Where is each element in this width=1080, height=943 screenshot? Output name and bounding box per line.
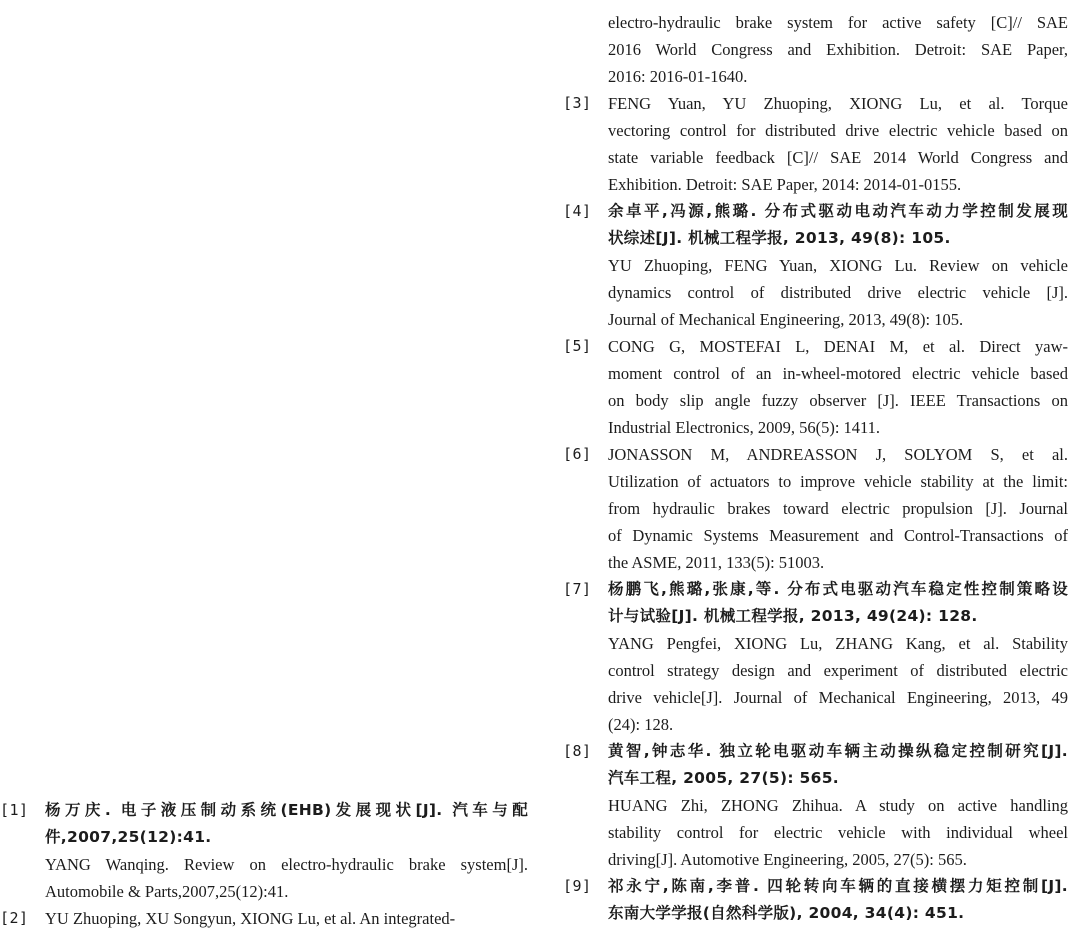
reference-number: [6]: [563, 445, 592, 463]
reference-item: [563, 576, 1068, 738]
reference-text-line: 计与试验[J]. 机械工程学报, 2013, 49(24): 128.: [608, 607, 978, 625]
reference-text-line: from hydraulic brakes toward electric propulsion [J]. Journal: [608, 499, 1068, 518]
reference-2-continuation: [563, 9, 1068, 90]
reference-text-line: the ASME, 2011, 133(5): 51003.: [608, 553, 825, 572]
reference-text-line: stability control for electric vehicle with individual wheel: [608, 823, 1068, 842]
reference-text-line: HUANG Zhi, ZHONG Zhihua. A study on active handling: [608, 796, 1068, 815]
reference-item: [0, 797, 528, 905]
reference-list-right-column: [563, 9, 1068, 927]
reference-text-line: state variable feedback [C]// SAE 2014 World Congress and: [608, 148, 1068, 167]
reference-text-line: driving[J]. Automotive Engineering, 2005, 27(5): 565.: [608, 850, 967, 869]
reference-text-line: 汽车工程, 2005, 27(5): 565.: [608, 769, 839, 787]
reference-text-line: Automobile & Parts,2007,25(12):41.: [45, 882, 289, 901]
reference-number: [7]: [563, 580, 592, 598]
reference-item: [563, 873, 1068, 927]
reference-text-line: Journal of Mechanical Engineering, 2013, 49(8): 105.: [608, 310, 964, 329]
reference-number: [8]: [563, 742, 592, 760]
reference-text-line: 东南大学学报(自然科学版), 2004, 34(4): 451.: [608, 904, 965, 922]
reference-text-line: Utilization of actuators to improve vehicle stability at the limit:: [608, 472, 1068, 491]
reference-text-line: FENG Yuan, YU Zhuoping, XIONG Lu, et al. Torque: [608, 94, 1068, 113]
reference-number: [2]: [0, 909, 29, 927]
reference-text-line: Industrial Electronics, 2009, 56(5): 1411.: [608, 418, 881, 437]
reference-number: [5]: [563, 337, 592, 355]
reference-item: [563, 198, 1068, 333]
reference-list-left-column: [0, 797, 528, 932]
reference-text-line: dynamics control of distributed drive electric vehicle [J].: [608, 283, 1068, 302]
reference-text-line: CONG G, MOSTEFAI L, DENAI M, et al. Direct yaw-: [608, 337, 1068, 356]
reference-text-line: Exhibition. Detroit: SAE Paper, 2014: 2014-01-0155.: [608, 175, 962, 194]
reference-number: [1]: [0, 801, 29, 819]
reference-text-line: YANG Wanqing. Review on electro-hydraulic brake system[J].: [45, 855, 528, 874]
reference-text-line: 祁永宁,陈南,李普. 四轮转向车辆的直接横摆力矩控制[J].: [608, 877, 1068, 895]
reference-text-line: electro-hydraulic brake system for active safety [C]// SAE: [608, 13, 1068, 32]
reference-text-line: drive vehicle[J]. Journal of Mechanical Engineering, 2013, 49: [608, 688, 1068, 707]
reference-text-line: 杨鹏飞,熊璐,张康,等. 分布式电驱动汽车稳定性控制策略设: [608, 580, 1068, 598]
reference-text-line: of Dynamic Systems Measurement and Control-Transactions of: [608, 526, 1068, 545]
reference-item: [0, 905, 528, 932]
reference-text-line: 余卓平,冯源,熊璐. 分布式驱动电动汽车动力学控制发展现: [608, 202, 1068, 220]
reference-text-line: 件,2007,25(12):41.: [45, 828, 212, 846]
reference-text-line: control strategy design and experiment of distributed electric: [608, 661, 1068, 680]
reference-text-line: JONASSON M, ANDREASSON J, SOLYOM S, et al.: [608, 445, 1068, 464]
reference-item: [563, 441, 1068, 576]
reference-item: [563, 90, 1068, 198]
reference-item: [563, 333, 1068, 441]
reference-text-line: 杨万庆. 电子液压制动系统(EHB)发展现状[J]. 汽车与配: [45, 801, 528, 819]
reference-number: [4]: [563, 202, 592, 220]
reference-number: [3]: [563, 94, 592, 112]
reference-number: [9]: [563, 877, 592, 895]
reference-text-line: on body slip angle fuzzy observer [J]. IEEE Transactions on: [608, 391, 1068, 410]
reference-item: [563, 738, 1068, 873]
reference-text-line: 2016 World Congress and Exhibition. Detroit: SAE Paper,: [608, 40, 1068, 59]
reference-text-line: YU Zhuoping, XU Songyun, XIONG Lu, et al. An integrated-: [45, 909, 456, 928]
reference-text-line: 状综述[J]. 机械工程学报, 2013, 49(8): 105.: [608, 229, 951, 247]
reference-text-line: 2016: 2016-01-1640.: [608, 67, 748, 86]
reference-text-line: moment control of an in-wheel-motored electric vehicle based: [608, 364, 1068, 383]
reference-text-line: 黄智,钟志华. 独立轮电驱动车辆主动操纵稳定控制研究[J].: [608, 742, 1068, 760]
reference-text-line: (24): 128.: [608, 715, 674, 734]
reference-text-line: vectoring control for distributed drive electric vehicle based on: [608, 121, 1068, 140]
reference-text-line: YANG Pengfei, XIONG Lu, ZHANG Kang, et al. Stability: [608, 634, 1068, 653]
reference-text-line: YU Zhuoping, FENG Yuan, XIONG Lu. Review on vehicle: [608, 256, 1068, 275]
